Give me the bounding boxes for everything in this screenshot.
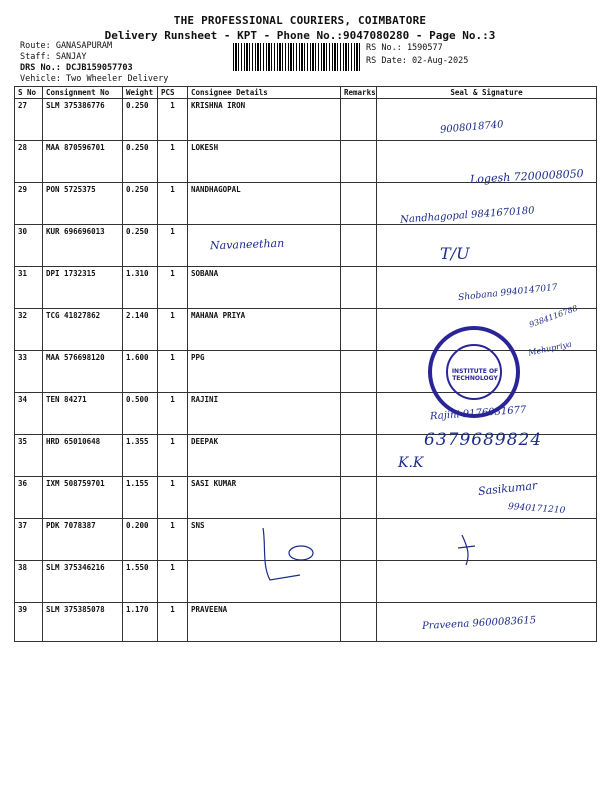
- handwritten-signature: Sasikumar: [477, 478, 538, 499]
- handwritten-stroke: [289, 546, 313, 560]
- handwritten-note: 9384116788: [527, 303, 579, 330]
- cell-consignment: SLM 375346216: [43, 561, 123, 603]
- vehicle-label: Vehicle: Two Wheeler Delivery: [20, 74, 169, 84]
- stamp-text: INSTITUTE OF TECHNOLOGY: [451, 368, 499, 382]
- cell-weight: 2.140: [123, 309, 158, 351]
- col-consignee: Consignee Details: [188, 87, 341, 99]
- cell-pcs: 1: [158, 393, 188, 435]
- cell-consignment: MAA 870596701: [43, 141, 123, 183]
- handwritten-note: Mehupriya: [527, 339, 573, 358]
- cell-weight: 0.250: [123, 183, 158, 225]
- handwritten-signature: Nandhagopal 9841670180: [399, 205, 535, 226]
- handwritten-signature: Shobana 9940147017: [457, 282, 559, 304]
- handwritten-stroke: [458, 535, 475, 565]
- cell-consignment: KUR 696696013: [43, 225, 123, 267]
- cell-pcs: 1: [158, 99, 188, 141]
- company-title: THE PROFESSIONAL COURIERS, COIMBATORE: [173, 14, 427, 27]
- cell-pcs: 1: [158, 561, 188, 603]
- col-consignment: Consignment No: [43, 87, 123, 99]
- cell-sno: 31: [15, 267, 43, 309]
- cell-consignment: SLM 375386776: [43, 99, 123, 141]
- staff-label: Staff: SANJAY: [20, 52, 87, 62]
- cell-sno: 27: [15, 99, 43, 141]
- handwritten-signature: Praveena 9600083615: [421, 615, 537, 632]
- cell-consignment: HRD 65010648: [43, 435, 123, 477]
- cell-sno: 30: [15, 225, 43, 267]
- cell-consignee: SNS: [188, 519, 341, 561]
- cell-weight: 1.355: [123, 435, 158, 477]
- cell-sno: 28: [15, 141, 43, 183]
- cell-consignee: LOKESH: [188, 141, 341, 183]
- cell-consignment: TCG 41827862: [43, 309, 123, 351]
- handwritten-note: Navaneethan: [209, 236, 285, 253]
- cell-consignment: PDK 7078387: [43, 519, 123, 561]
- cell-consignment: IXM 508759701: [43, 477, 123, 519]
- cell-consignment: PON 5725375: [43, 183, 123, 225]
- cell-sno: 32: [15, 309, 43, 351]
- handwritten-signature: Logesh 7200008050: [469, 167, 584, 186]
- col-remarks: Remarks: [341, 87, 377, 99]
- cell-consignment: TEN 84271: [43, 393, 123, 435]
- cell-pcs: 1: [158, 309, 188, 351]
- cell-sno: 39: [15, 603, 43, 642]
- cell-weight: 1.310: [123, 267, 158, 309]
- cell-consignee: SASI KUMAR: [188, 477, 341, 519]
- col-signature: Seal & Signature: [377, 87, 597, 99]
- cell-weight: 1.550: [123, 561, 158, 603]
- cell-consignee: DEEPAK: [188, 435, 341, 477]
- rs-number: RS No.: 1590577: [366, 43, 443, 53]
- cell-consignee: KRISHNA IRON: [188, 99, 341, 141]
- cell-consignee: NANDHAGOPAL: [188, 183, 341, 225]
- cell-sno: 36: [15, 477, 43, 519]
- cell-pcs: 1: [158, 519, 188, 561]
- rs-date: RS Date: 02-Aug-2025: [366, 56, 469, 66]
- route-label: Route: GANASAPURAM: [20, 41, 113, 51]
- handwritten-note: 9940171210: [507, 502, 566, 516]
- handwritten-phone: 6379689824: [424, 430, 543, 450]
- cell-consignee: PRAVEENA: [188, 603, 341, 642]
- cell-weight: 1.600: [123, 351, 158, 393]
- drs-number: DRS No.: DCJB159057703: [20, 63, 133, 73]
- cell-sno: 34: [15, 393, 43, 435]
- cell-weight: 0.250: [123, 141, 158, 183]
- cell-pcs: 1: [158, 435, 188, 477]
- cell-weight: 0.200: [123, 519, 158, 561]
- cell-weight: 1.155: [123, 477, 158, 519]
- handwritten-note: T/U: [440, 244, 470, 263]
- cell-consignment: DPI 1732315: [43, 267, 123, 309]
- runsheet-subtitle: Delivery Runsheet - KPT - Phone No.:9047080280 - Page No.:3: [104, 29, 496, 42]
- cell-pcs: 1: [158, 267, 188, 309]
- cell-pcs: 1: [158, 477, 188, 519]
- cell-sno: 29: [15, 183, 43, 225]
- cell-weight: 0.250: [123, 99, 158, 141]
- cell-consignment: SLM 375385078: [43, 603, 123, 642]
- cell-pcs: 1: [158, 141, 188, 183]
- cell-weight: 0.500: [123, 393, 158, 435]
- handwritten-stroke: [263, 528, 300, 580]
- cell-consignee: PPG: [188, 351, 341, 393]
- cell-sno: 35: [15, 435, 43, 477]
- cell-consignee: MAHANA PRIYA: [188, 309, 341, 351]
- handwritten-signature: Rajini 9176031677: [429, 404, 527, 423]
- cell-sno: 33: [15, 351, 43, 393]
- handwritten-note: K.K: [398, 455, 424, 471]
- cell-pcs: 1: [158, 603, 188, 642]
- cell-sno: 38: [15, 561, 43, 603]
- col-sno: S No: [15, 87, 43, 99]
- cell-pcs: 1: [158, 225, 188, 267]
- col-weight: Weight: [123, 87, 158, 99]
- cell-sno: 37: [15, 519, 43, 561]
- cell-pcs: 1: [158, 183, 188, 225]
- handwritten-signature: 9008018740: [439, 119, 504, 136]
- cell-pcs: 1: [158, 351, 188, 393]
- cell-consignee: RAJINI: [188, 393, 341, 435]
- cell-consignee: SOBANA: [188, 267, 341, 309]
- cell-consignment: MAA 576698120: [43, 351, 123, 393]
- cell-weight: 0.250: [123, 225, 158, 267]
- col-pcs: PCS: [158, 87, 188, 99]
- cell-weight: 1.170: [123, 603, 158, 642]
